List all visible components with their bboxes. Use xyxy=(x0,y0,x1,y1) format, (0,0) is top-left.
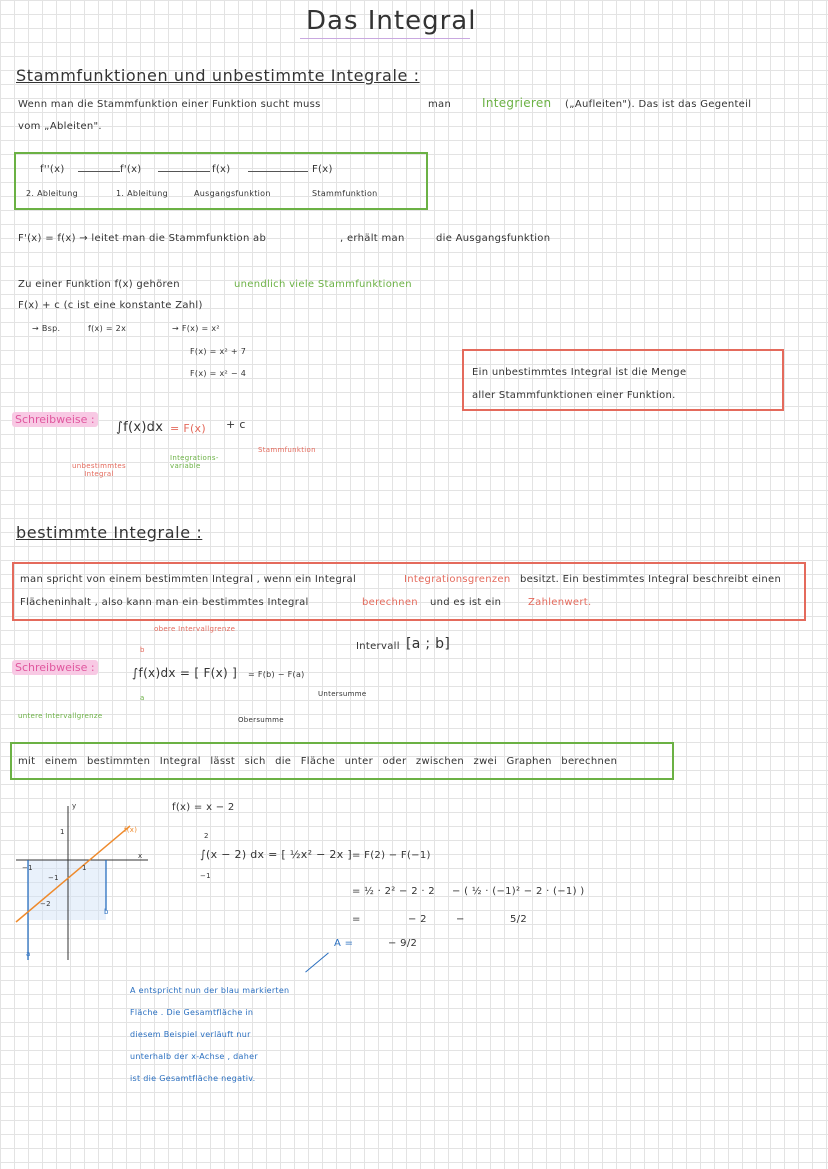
example-F3: F(x) = x² − 4 xyxy=(190,369,247,378)
tick-ym2: −2 xyxy=(40,900,51,908)
chain-arrow-1 xyxy=(78,171,120,172)
example-lower: −1 xyxy=(200,872,211,880)
lower-limit-label: untere Intervallgrenze xyxy=(18,712,103,720)
def2-line2-c: und es ist ein xyxy=(430,597,502,608)
page-title: Das Integral xyxy=(306,6,477,36)
note-line4: unterhalb der x-Achse , daher xyxy=(130,1052,258,1061)
chain-label-f2: 2. Ableitung xyxy=(26,189,79,198)
chain-label-F: Stammfunktion xyxy=(312,189,378,198)
def-box-line2: aller Stammfunktionen einer Funktion. xyxy=(472,390,676,401)
example-step2-b: − ( ½ · (−1)² − 2 · (−1) ) xyxy=(452,886,585,897)
def2-line2-a: Flächeninhalt , also kann man ein bestimmtes Integral xyxy=(20,597,309,608)
graph-b: b xyxy=(104,908,109,916)
area-value: − 9/2 xyxy=(388,938,418,949)
intro-line1: Wenn man die Stammfunktion einer Funktion sucht muss xyxy=(18,99,321,110)
derive-line-b: , erhält man xyxy=(340,233,405,244)
chain-arrow-2 xyxy=(158,171,210,172)
note-line2: Fläche . Die Gesamtfläche in xyxy=(130,1008,254,1017)
obersumme-label: Obersumme xyxy=(238,716,284,724)
shaded-area xyxy=(28,860,106,920)
note-line5: ist die Gesamtfläche negativ. xyxy=(130,1074,256,1083)
example-step3-c: 5/2 xyxy=(510,914,527,925)
chain-f0: f(x) xyxy=(212,164,231,175)
tick-y1: 1 xyxy=(60,828,65,836)
intro-line1-end: („Aufleiten"). Das ist das Gegenteil xyxy=(565,99,752,110)
example-step3-eq: = xyxy=(352,914,361,925)
example-step2-a: = ½ · 2² − 2 · 2 xyxy=(352,886,435,897)
def2-line2-b: berechnen xyxy=(362,597,418,608)
notation-label-2: Schreibweise : xyxy=(12,660,98,675)
def2-line1-c: besitzt. Ein bestimmtes Integral beschreibt einen xyxy=(520,574,782,585)
example-step3-b: − xyxy=(456,914,465,925)
graph-f-label: f(x) xyxy=(124,826,138,834)
def2-line2-d: Zahlenwert. xyxy=(528,597,592,608)
example-F2: F(x) = x² + 7 xyxy=(190,347,247,356)
derive-line-c: die Ausgangsfunktion xyxy=(436,233,551,244)
intro-man: man xyxy=(428,99,452,110)
def2-line1-b: Integrationsgrenzen xyxy=(404,574,511,585)
integral-expr: ∫f(x)dx = [ F(x) ] xyxy=(132,666,238,680)
section1-heading: Stammfunktionen und unbestimmte Integrale : xyxy=(16,66,420,85)
ann-stamm: Stammfunktion xyxy=(258,446,316,454)
example-label: → Bsp. xyxy=(32,324,61,333)
area-label: A = xyxy=(334,938,354,949)
derivative-chain-box xyxy=(14,152,428,210)
example-F1: → F(x) = x² xyxy=(172,324,220,333)
chain-label-f0: Ausgangsfunktion xyxy=(194,189,271,198)
intro-line2: vom „Ableiten". xyxy=(18,121,102,132)
graph-x: x xyxy=(138,852,143,860)
section2-heading: bestimmte Integrale : xyxy=(16,523,203,542)
infinite-line-a: Zu einer Funktion f(x) gehören xyxy=(18,279,180,290)
chain-f2: f''(x) xyxy=(40,164,65,175)
chain-f1: f'(x) xyxy=(120,164,142,175)
tick-xm1: −1 xyxy=(22,864,33,872)
example-step3-a: − 2 xyxy=(408,914,427,925)
limit-a: a xyxy=(140,694,145,702)
integral-graph xyxy=(12,800,152,965)
notation-integrand: ∫f(x)dx xyxy=(116,420,164,435)
interval-label: Intervall xyxy=(356,641,400,652)
tick-x1: 1 xyxy=(82,864,87,872)
graph-y: y xyxy=(72,802,77,810)
chain-arrow-3 xyxy=(248,171,308,172)
def-box-line1: Ein unbestimmtes Integral ist die Menge xyxy=(472,367,687,378)
example-function: f(x) = x − 2 xyxy=(172,802,235,813)
note-line3: diesem Beispiel verläuft nur xyxy=(130,1030,251,1039)
tick-ym1: −1 xyxy=(48,874,59,882)
definite-definition-box xyxy=(12,562,806,621)
example-upper: 2 xyxy=(204,832,209,840)
ann-variable: Integrations- variable xyxy=(170,454,219,470)
constant-line: F(x) + c (c ist eine konstante Zahl) xyxy=(18,300,203,311)
chain-label-f1: 1. Ableitung xyxy=(116,189,169,198)
interval-value: [a ; b] xyxy=(406,636,451,652)
derive-line-a: F'(x) = f(x) → leitet man die Stammfunktion ab xyxy=(18,233,267,244)
title-underline xyxy=(300,38,470,39)
area-statement: mit einem bestimmten Integral lässt sich die Fläche unter oder zwischen zwei Graphen berechnen xyxy=(18,756,618,767)
notation-eq: = F(x) xyxy=(170,422,206,435)
example-step1: = F(2) − F(−1) xyxy=(352,850,431,861)
upper-limit-label: obere Intervallgrenze xyxy=(154,625,236,633)
chain-F: F(x) xyxy=(312,164,333,175)
untersumme-label: Untersumme xyxy=(318,690,367,698)
notation-label-1: Schreibweise : xyxy=(12,412,98,427)
def2-line1-a: man spricht von einem bestimmten Integral , wenn ein Integral xyxy=(20,574,357,585)
ann-integral: unbestimmtes Integral xyxy=(72,462,126,478)
intro-term: Integrieren xyxy=(482,96,552,110)
area-arrow xyxy=(305,952,329,972)
graph-a: a xyxy=(26,950,31,958)
example-f: f(x) = 2x xyxy=(88,324,127,333)
notation-c: + c xyxy=(226,418,246,431)
limit-b: b xyxy=(140,646,145,654)
eval-expr: = F(b) − F(a) xyxy=(248,670,305,679)
indefinite-definition-box xyxy=(462,349,784,411)
infinite-line-b: unendlich viele Stammfunktionen xyxy=(234,279,412,290)
example-integral: ∫(x − 2) dx = [ ½x² − 2x ] xyxy=(200,848,352,861)
note-line1: A entspricht nun der blau markierten xyxy=(130,986,290,995)
